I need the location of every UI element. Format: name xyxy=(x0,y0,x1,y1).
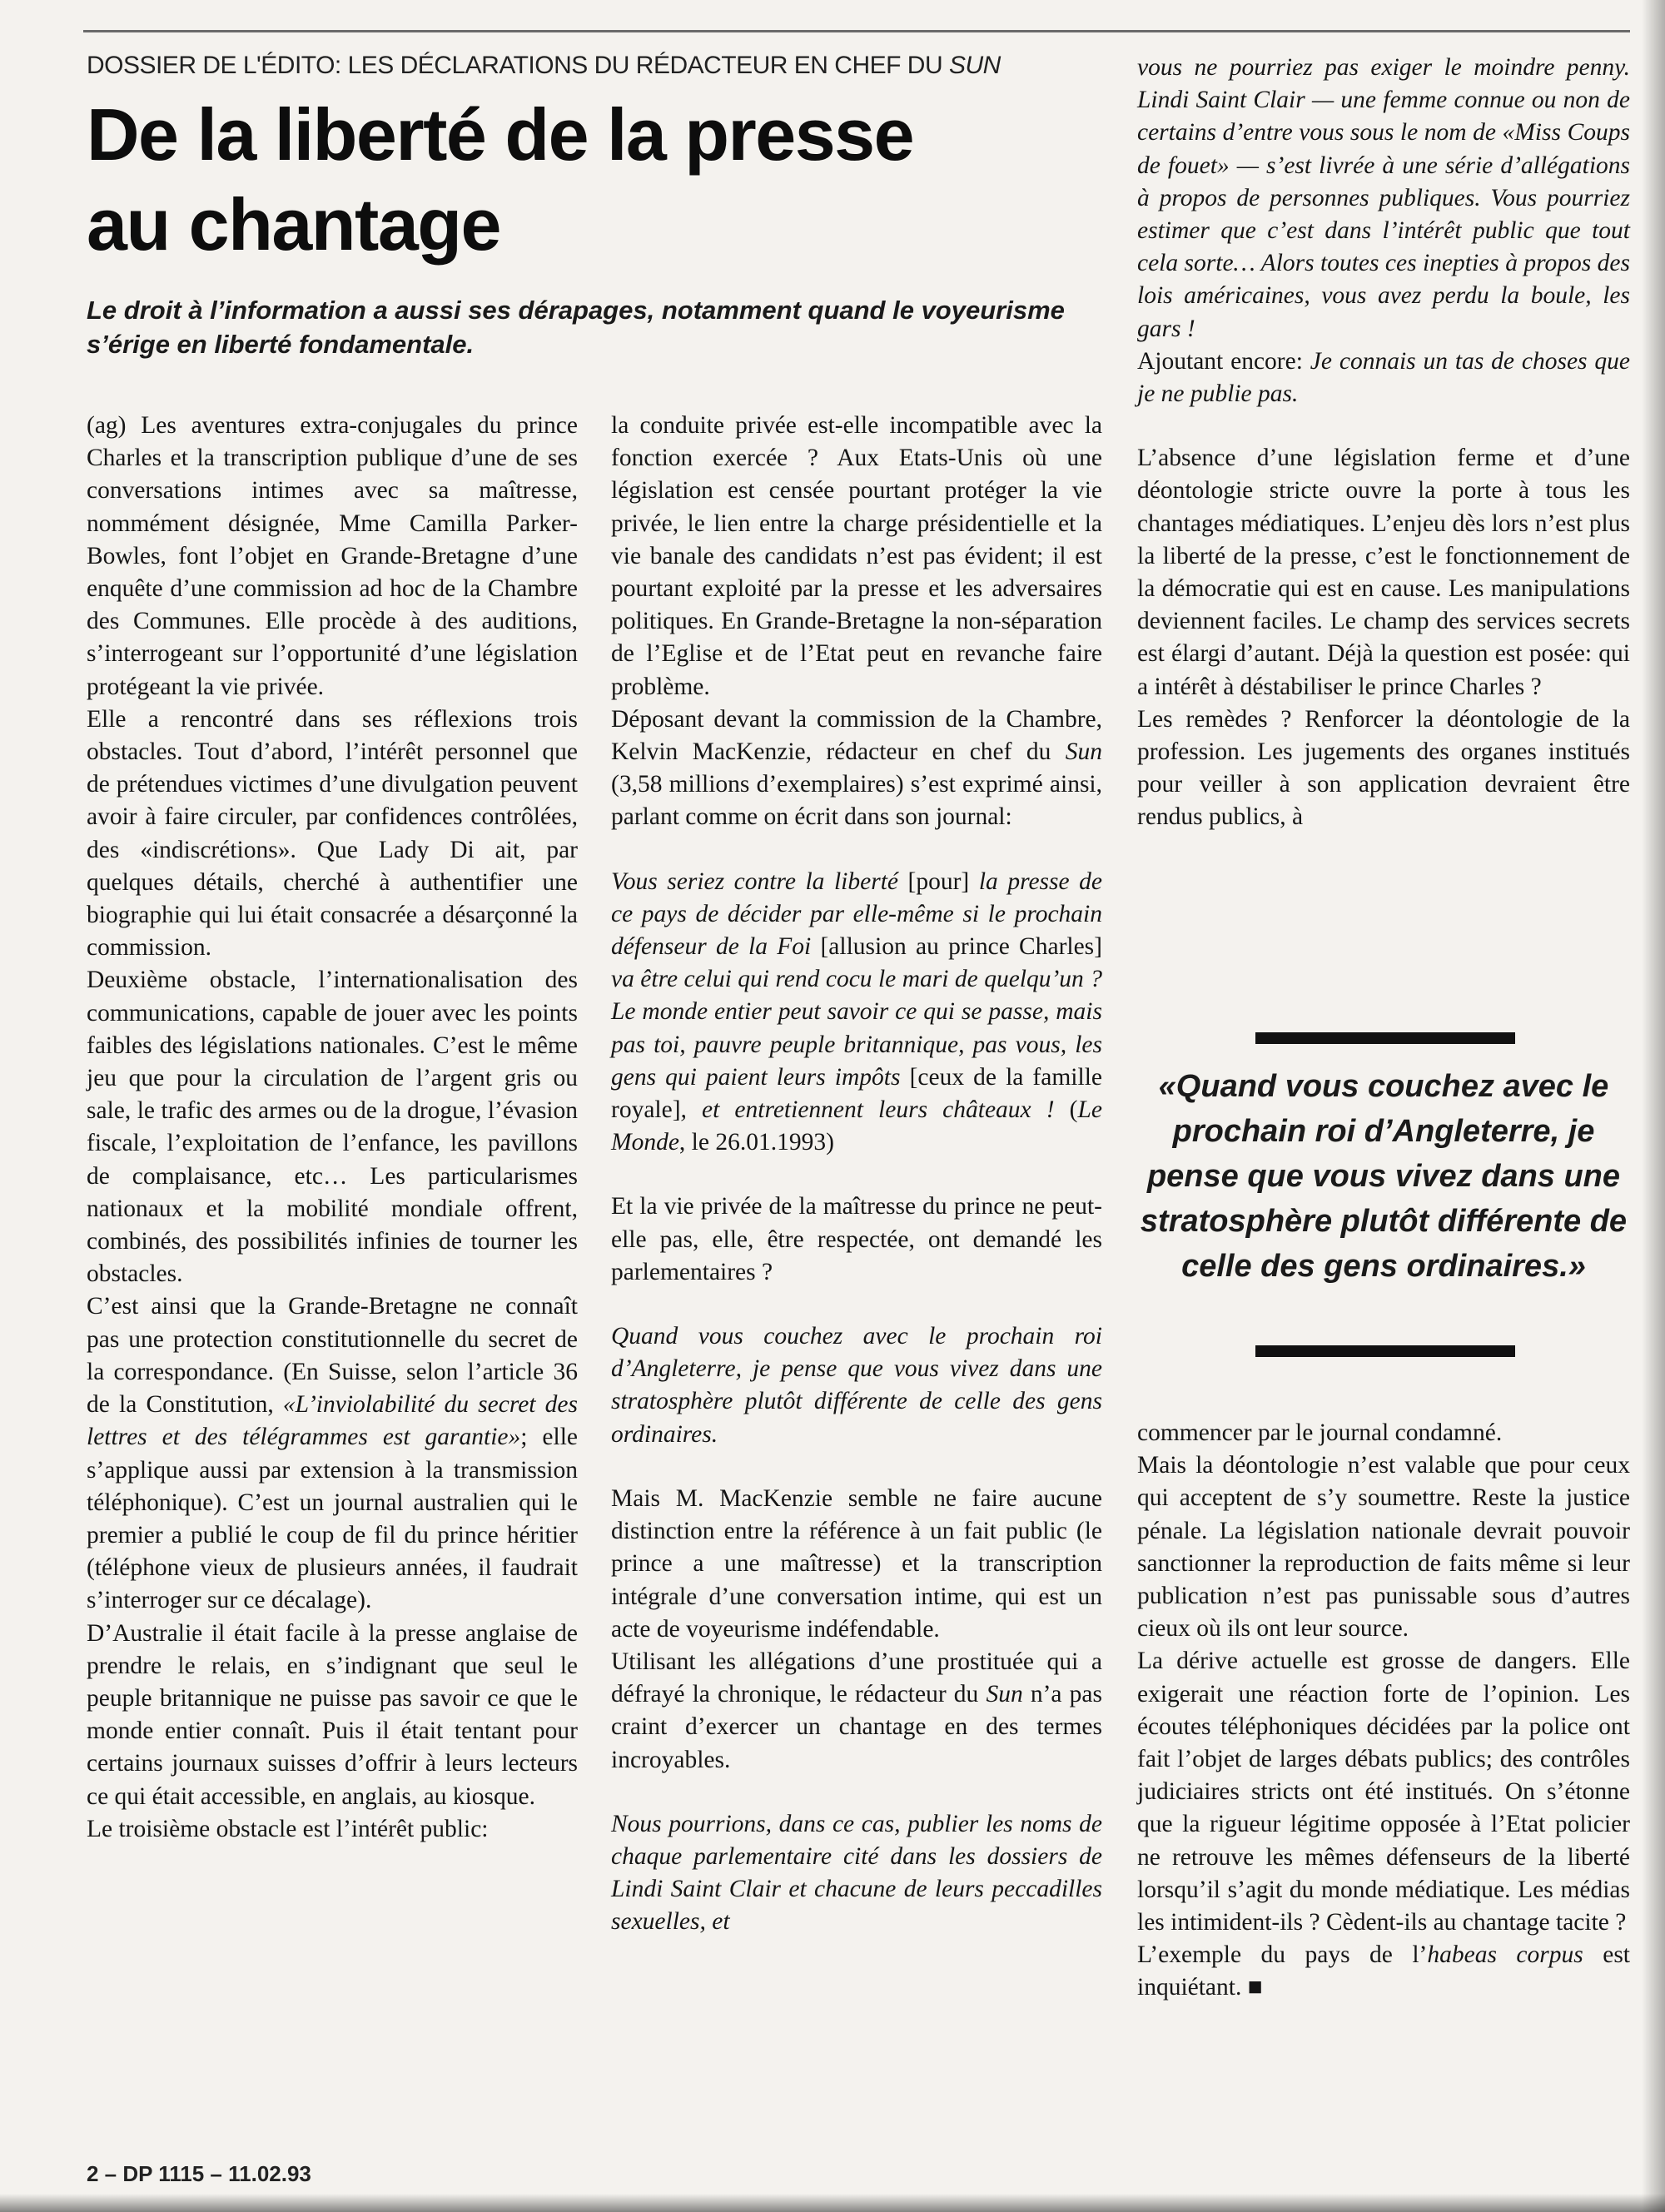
paragraph: Mais M. MacKenzie semble ne faire aucune distinction entre la référence à un fait public (le prince a une maîtresse) et la transcription intégrale d’une conversation intime, qui est un acte de voyeurisme indéfendable. xyxy=(611,1484,1102,1643)
paragraph: Les remèdes ? Renforcer la déontologie de la profession. Les jugements des organes institués pour veiller à son application devraient être rendus publics, à xyxy=(1137,705,1630,831)
paragraph: D’Australie il était facile à la presse anglaise de prendre le relais, en s’indignant que seul le peuple britannique ne puisse pas savoir ce que le monde entier connaît. Puis il était tentant pour certains journaux suisses d’offrir à leurs lecteurs ce qui était accessible, en anglais, au kiosque. xyxy=(87,1619,578,1810)
pull-quote xyxy=(1137,1032,1630,1365)
lead-paragraph: Le droit à l’information a aussi ses dérapages, notamment quand le voyeurisme s’érige en liberté fondamentale. xyxy=(87,296,1065,359)
page-footer: 2 – DP 1115 – 11.02.93 xyxy=(87,2161,311,2186)
pull-quote-top-bar xyxy=(1255,1032,1515,1044)
pull-quote-text: «Quand vous couchez avec le prochain roi d’Angleterre, je pense que vous vivez dans une stratosphère plutôt différente de celle des gens ordinaires.» xyxy=(1140,1069,1628,1284)
paragraph: Le troisième obstacle est l’intérêt public: xyxy=(87,1815,489,1842)
quote-mackenzie-1: Vous seriez contre la liberté [pour] la presse de ce pays de décider par elle-même si le prochain défenseur de la Foi [allusion au prince Charles] va être celui qui rend cocu le mari de quelqu’un ? Le monde entier peut savoir ce qui se passe, mais pas toi, pauvre peuple britannique, pas vous, les gens qui paient leurs impôts [ceux de la famille royale], et entretiennent leurs châteaux ! (Le Monde, le 26.01.1993) xyxy=(611,867,1102,1156)
paragraph: Ajoutant encore: Je connais un tas de choses que je ne publie pas. xyxy=(1137,347,1631,408)
headline-line-1: De la liberté de la presse xyxy=(87,93,914,176)
paragraph: La dérive actuelle est grosse de dangers. Elle exigerait une réaction forte de l’opinion. Les écoutes téléphoniques décidées par la police ont fait l’objet de larges débats publics; des contrôles judiciaires stricts ont été institués. On s’étonne que la rigueur légitime opposée à l’Etat policier ne retrouve les mêmes défenseurs de la liberté lorsqu’il s’agit du monde médiatique. Les médias les intimident-ils ? Cèdent-ils au chantage tacite ? xyxy=(1137,1648,1630,1936)
paragraph: Utilisant les allégations d’une prostituée qui a défrayé la chronique, le rédacteur du Sun n’a pas craint d’exercer un chantage en des termes incroyables. xyxy=(611,1648,1102,1773)
scan-bottom-shadow xyxy=(0,2194,1665,2212)
headline xyxy=(87,90,1119,270)
article-column-3-top xyxy=(1137,52,1630,834)
paragraph: Déposant devant la commission de la Chambre, Kelvin MacKenzie, rédacteur en chef du Sun (3,58 millions d’exemplaires) s’est exprimé ainsi, parlant comme on écrit dans son journal: xyxy=(611,705,1102,831)
section-kicker: DOSSIER DE L'ÉDITO: LES DÉCLARATIONS DU RÉDACTEUR EN CHEF DU SUN xyxy=(87,52,1001,79)
paragraph: L’exemple du pays de l’habeas corpus est inquiétant. ■ xyxy=(1137,1941,1630,2001)
article-column-2 xyxy=(611,410,1102,1939)
quote-mackenzie-2: Quand vous couchez avec le prochain roi d’Angleterre, je pense que vous vivez dans une stratosphère plutôt différente de celle des gens ordinaires. xyxy=(611,1323,1102,1448)
headline-line-2: au chantage xyxy=(87,183,500,266)
top-rule xyxy=(83,30,1630,32)
scan-edge-shadow xyxy=(1642,0,1665,2212)
quote-mackenzie-3-continued: vous ne pourriez pas exiger le moindre penny. Lindi Saint Clair — une femme connue ou non de certains d’entre vous sous le nom de «Miss Coups de fouet» — s’est livrée à une série d’allégations à propos de personnes publiques. Vous pourriez estimer que c’est dans l’intérêt public que tout cela sorte… Alors toutes ces inepties à propos des lois américaines, vous avez perdu la boule, les gars ! xyxy=(1137,54,1630,342)
article-column-1 xyxy=(87,410,578,1846)
paragraph: commencer par le journal condamné. xyxy=(1137,1419,1503,1446)
paragraph: L’absence d’une législation ferme et d’une déontologie stricte ouvre la porte à tous les chantages médiatiques. L’enjeu dès lors n’est plus la liberté de la presse, c’est le fonctionnement de la démocratie qui est en cause. Les manipulations deviennent faciles. Le champ des services secrets est élargi d’autant. Déjà la question est posée: qui a intérêt à déstabiliser le prince Charles ? xyxy=(1137,445,1630,700)
paragraph: la conduite privée est-elle incompatible avec la fonction exercée ? Aux Etats-Unis où une législation est censée pourtant protéger la vie privée, le lien entre la charge présidentielle et la vie banale des candidats n’est pas évident; il est pourtant exploité par la presse et les adversaires politiques. En Grande-Bretagne la non-séparation de l’Eglise et de l’Etat peut en revanche faire problème. xyxy=(611,412,1102,700)
paragraph: Deuxième obstacle, l’internationalisation des communications, capable de jouer avec les points faibles des législations nationales. C’est le même jeu que pour la circulation de l’argent gris ou sale, le trafic des armes ou de la drogue, l’évasion fiscale, l’exploitation de l’enfance, les pavillons de complaisance, etc… Les particularismes nationaux et la mobilité mondiale offrent, combinés, des possibilités infinies de tourner les obstacles. xyxy=(87,967,578,1288)
paragraph: (ag) Les aventures extra-conjugales du prince Charles et la transcription publique d’une de ses conversations intimes avec sa maîtresse, nommément désignée, Mme Camilla Parker-Bowles, font l’objet en Grande-Bretagne d’une enquête d’une commission ad hoc de la Chambre des Communes. Elle procède à des auditions, s’interrogeant sur l’opportunité d’une législation protégeant la vie privée. xyxy=(87,412,578,700)
pull-quote-bottom-bar xyxy=(1255,1345,1515,1357)
paragraph: Mais la déontologie n’est valable que pour ceux qui acceptent de s’y soumettre. Reste la justice pénale. La législation nationale devrait pouvoir sanctionner la reproduction de faits même si leur publication n’est pas punissable sous d’autres cieux où ils ont leur source. xyxy=(1137,1452,1630,1643)
paragraph: Et la vie privée de la maîtresse du prince ne peut-elle pas, elle, être respectée, ont demandé les parlementaires ? xyxy=(611,1193,1102,1285)
paragraph: C’est ainsi que la Grande-Bretagne ne connaît pas une protection constitutionnelle du secret de la correspondance. (En Suisse, selon l’article 36 de la Constitution, «L’inviolabilité du secret des lettres et des télégrammes est garantie»; elle s’applique aussi par extension à la transmission téléphonique). C’est un journal australien qui le premier a publié le coup de fil du prince héritier (téléphone vieux de plusieurs années, il faudrait s’interroger sur ce décalage). xyxy=(87,1293,578,1614)
article-column-3-bottom xyxy=(1137,1417,1630,2005)
paragraph: Elle a rencontré dans ses réflexions trois obstacles. Tout d’abord, l’intérêt personnel que de prétendues victimes d’une divulgation peuvent avoir à faire circuler, par confidences contrôlées, des «indiscrétions». Que Lady Di ait, par quelques détails, cherché à authentifier une biographie qui lui était consacrée a désarçonné la commission. xyxy=(87,705,578,962)
quote-mackenzie-3: Nous pourrions, dans ce cas, publier les noms de chaque parlementaire cité dans les dossiers de Lindi Saint Clair et chacune de leurs peccadilles sexuelles, et xyxy=(611,1810,1102,1936)
